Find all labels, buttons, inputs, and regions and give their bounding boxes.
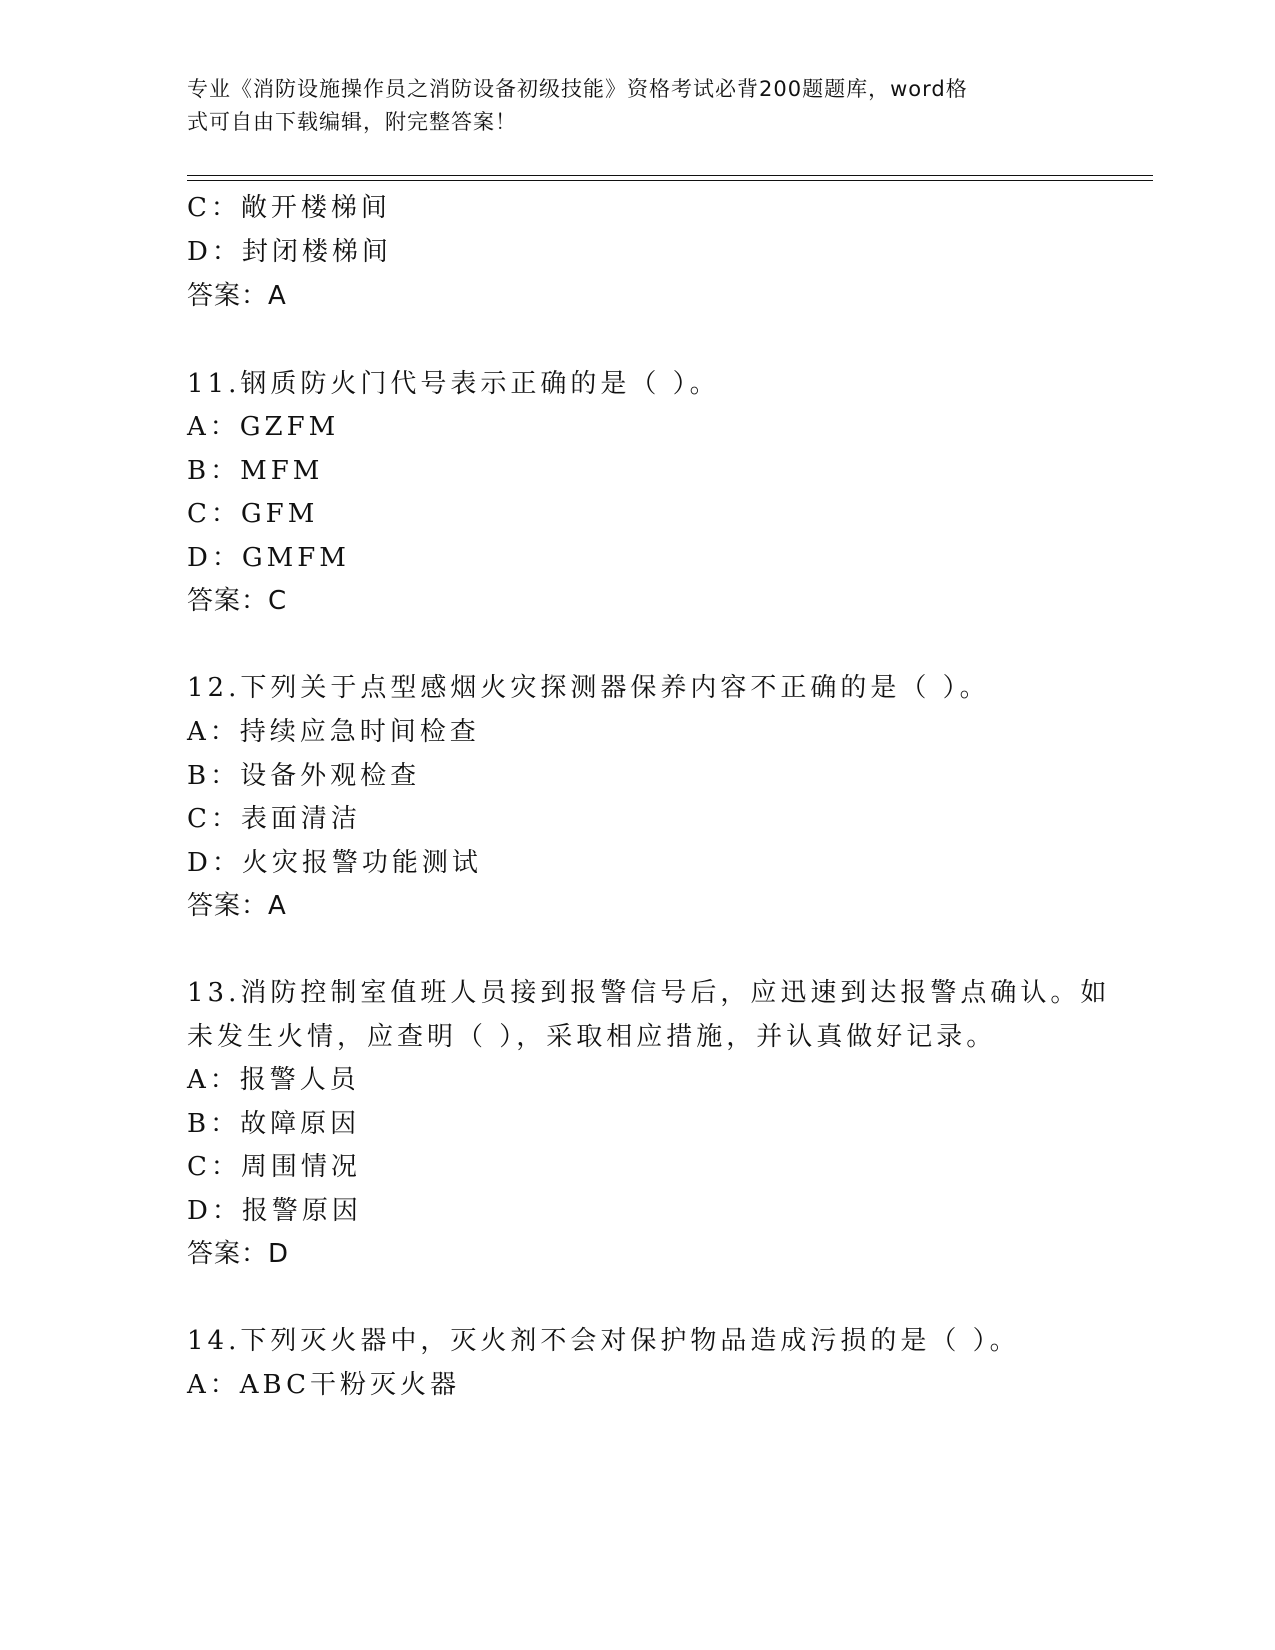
q12-option-d: D：火灾报警功能测试: [187, 848, 482, 878]
prev-option-c: C：敞开楼梯间: [187, 193, 391, 223]
q11-answer: 答案：C: [187, 586, 288, 616]
q13-option-c: C：周围情况: [187, 1152, 361, 1182]
q13-answer: 答案：D: [187, 1239, 290, 1269]
q13-stem-line-1: 13.消防控制室值班人员接到报警信号后，应迅速到达报警点确认。如: [187, 978, 1111, 1008]
q13-option-d: D：报警原因: [187, 1196, 362, 1226]
q13-option-a: A：报警人员: [187, 1065, 360, 1095]
q13-stem-line-2: 未发生火情，应查明（ ），采取相应措施，并认真做好记录。: [187, 1022, 997, 1052]
prev-option-d: D：封闭楼梯间: [187, 237, 392, 267]
header-rule-top: [187, 175, 1153, 176]
q13-option-b: B：故障原因: [187, 1109, 361, 1139]
header-line-1: 专业《消防设施操作员之消防设备初级技能》资格考试必背200题题库，word格: [187, 77, 968, 101]
header-rule-bottom: [187, 180, 1153, 181]
q14-stem: 14.下列灭火器中，灭火剂不会对保护物品造成污损的是（ ）。: [187, 1326, 1020, 1356]
q12-option-a: A：持续应急时间检查: [187, 717, 480, 747]
q11-option-c: C：GFM: [187, 499, 319, 529]
document-header: [187, 73, 1067, 139]
q14-option-a: A：ABC干粉灭火器: [187, 1370, 461, 1400]
q11-option-b: B：MFM: [187, 456, 324, 486]
q11-option-a: A：GZFM: [187, 412, 340, 442]
header-line-2: 式可自由下载编辑，附完整答案！: [187, 110, 517, 134]
q12-answer: 答案：A: [187, 891, 287, 921]
q11-stem: 11.钢质防火门代号表示正确的是（ ）。: [187, 369, 720, 399]
prev-answer: 答案：A: [187, 281, 287, 311]
q12-option-c: C：表面清洁: [187, 804, 361, 834]
q12-stem: 12.下列关于点型感烟火灾探测器保养内容不正确的是（ ）。: [187, 673, 990, 703]
q11-option-d: D：GMFM: [187, 543, 350, 573]
q12-option-b: B：设备外观检查: [187, 761, 421, 791]
